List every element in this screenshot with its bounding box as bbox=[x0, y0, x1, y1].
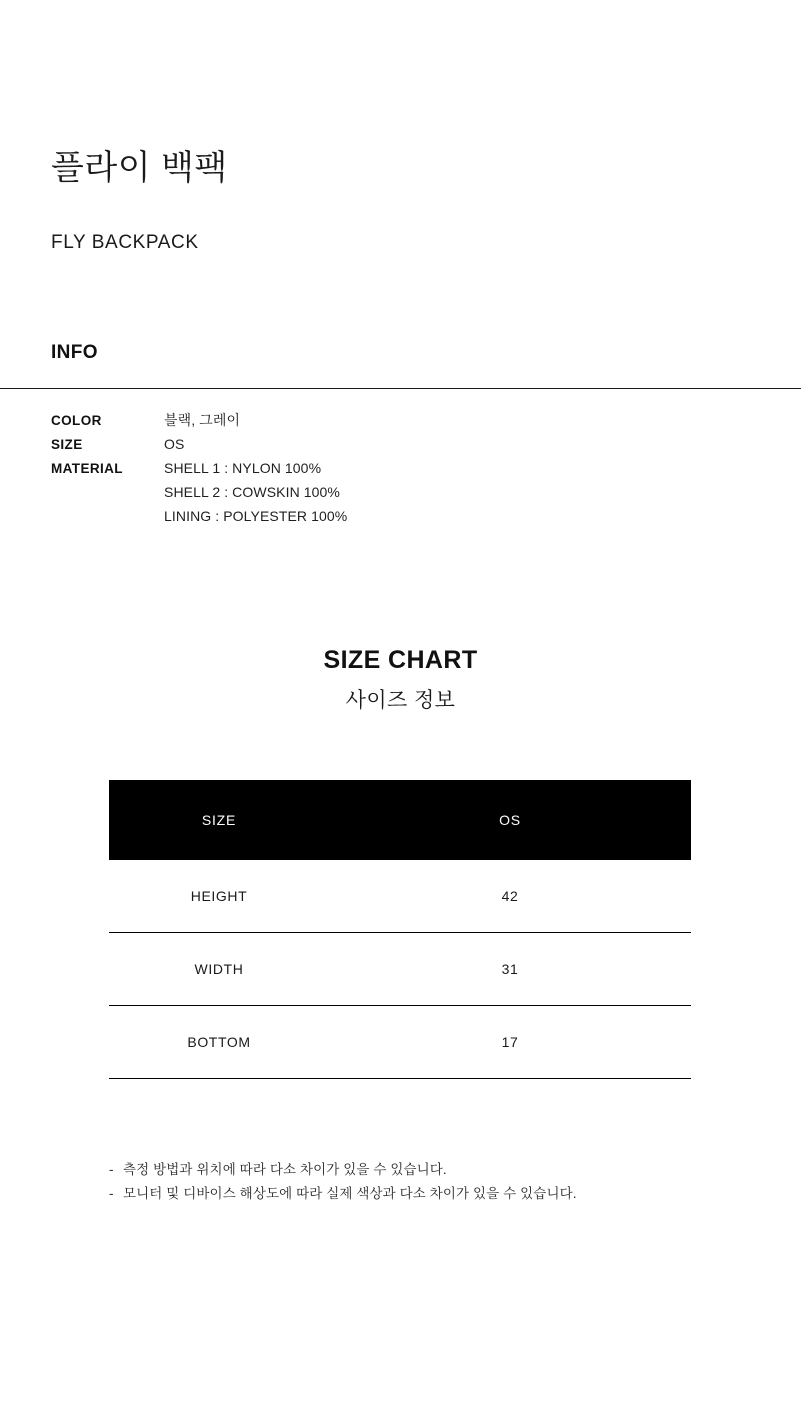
table-header-os: OS bbox=[499, 812, 521, 828]
table-row bbox=[109, 1006, 691, 1079]
note-dash: - bbox=[109, 1162, 114, 1177]
info-heading: INFO bbox=[51, 342, 98, 363]
note-line bbox=[109, 1182, 749, 1206]
table-row bbox=[109, 933, 691, 1006]
info-values-size bbox=[164, 435, 671, 454]
table-cell-label: HEIGHT bbox=[109, 860, 329, 933]
table-cell-label: WIDTH bbox=[109, 933, 329, 1006]
info-row bbox=[51, 459, 671, 526]
table-cell-label: BOTTOM bbox=[109, 1006, 329, 1079]
size-chart-table bbox=[109, 780, 691, 1079]
table-row bbox=[109, 860, 691, 933]
table-cell-value: 17 bbox=[329, 1006, 691, 1079]
size-chart-title: SIZE CHART bbox=[323, 646, 478, 674]
info-values-color bbox=[164, 411, 671, 430]
info-value: SHELL 2 : COWSKIN 100% bbox=[164, 484, 340, 500]
table-header-size: SIZE bbox=[201, 812, 237, 828]
notes-section bbox=[109, 1158, 749, 1206]
info-label-color: COLOR bbox=[51, 413, 102, 428]
size-chart-table-head bbox=[109, 780, 691, 860]
info-value: LINING : POLYESTER 100% bbox=[164, 508, 348, 524]
note-text: 측정 방법과 위치에 따라 다소 차이가 있을 수 있습니다. bbox=[123, 1162, 447, 1177]
info-label-size: SIZE bbox=[51, 437, 83, 452]
note-line bbox=[109, 1158, 749, 1182]
table-cell-value: 31 bbox=[329, 933, 691, 1006]
table-cell-value: 42 bbox=[329, 860, 691, 933]
info-table bbox=[51, 411, 671, 531]
note-text: 모니터 및 디바이스 해상도에 따라 실제 색상과 다소 차이가 있을 수 있습니다. bbox=[123, 1186, 577, 1201]
info-value: SHELL 1 : NYLON 100% bbox=[164, 460, 322, 476]
info-label-material: MATERIAL bbox=[51, 461, 123, 476]
info-row bbox=[51, 435, 671, 454]
size-chart-table-body bbox=[109, 860, 691, 1079]
table-header-row bbox=[109, 780, 691, 860]
size-chart-subtitle: 사이즈 정보 bbox=[345, 689, 456, 712]
info-values-material bbox=[164, 459, 671, 526]
info-value: OS bbox=[164, 436, 185, 452]
note-dash: - bbox=[109, 1186, 114, 1201]
info-row bbox=[51, 411, 671, 430]
product-title-korean: 플라이 백팩 bbox=[51, 149, 228, 187]
info-value: 블랙, 그레이 bbox=[164, 412, 241, 428]
product-title-english: FLY BACKPACK bbox=[51, 232, 199, 253]
info-divider bbox=[0, 388, 801, 389]
